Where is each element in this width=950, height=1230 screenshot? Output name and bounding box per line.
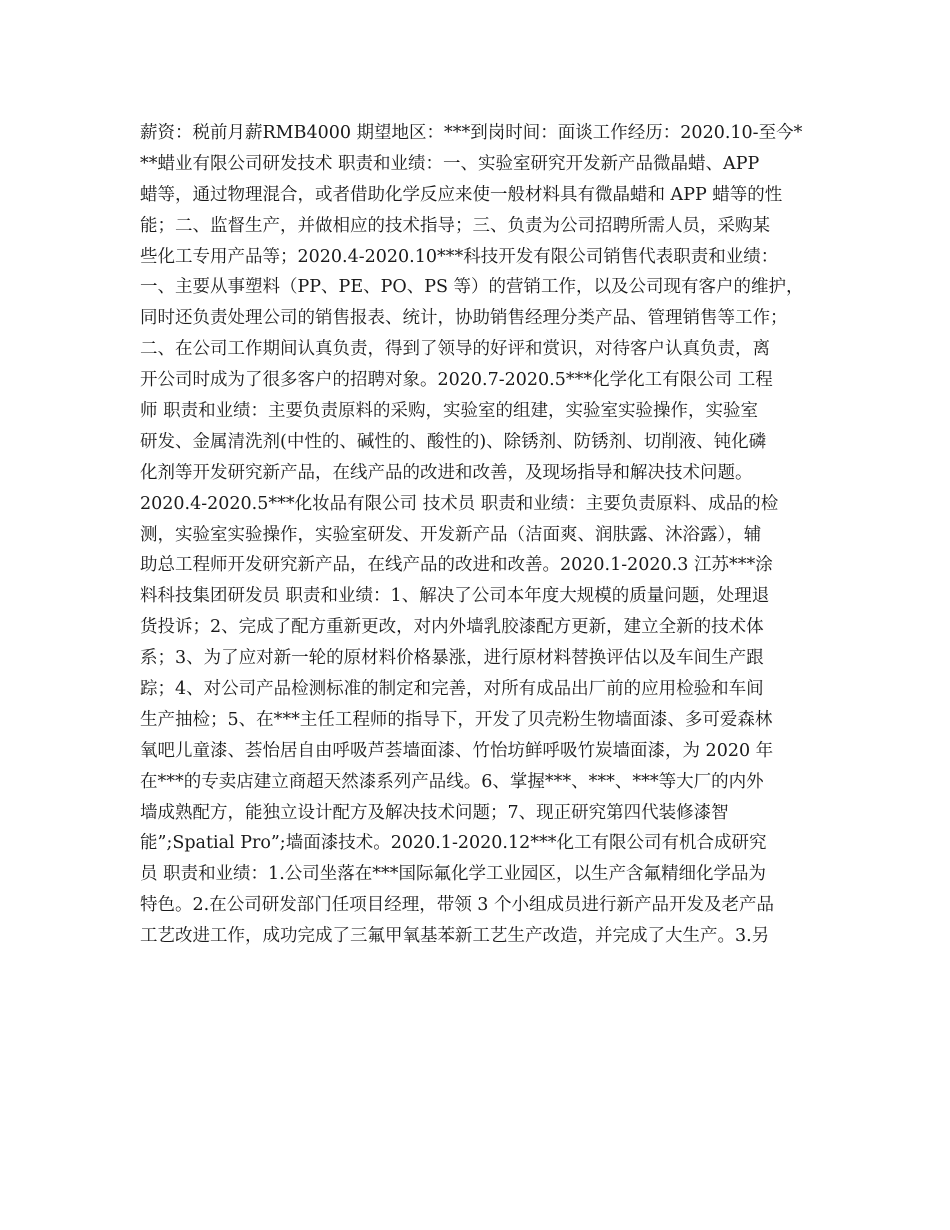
text-line: 能；二、监督生产，并做相应的技术指导；三、负责为公司招聘所需人员，采购某 [140, 215, 770, 236]
text-line: 研发、金属清洗剂(中性的、碱性的、酸性的)、除锈剂、防锈剂、切削液、钝化磷 [140, 431, 767, 452]
text-line: 同时还负责处理公司的销售报表、统计，协助销售经理分类产品、管理销售等工作； [140, 308, 788, 329]
text-line: 踪；4、对公司产品检测标准的制定和完善，对所有成品出厂前的应用检验和车间 [140, 679, 764, 700]
text-line: 墙成熟配方，能独立设计配方及解决技术问题；7、现正研究第四代装修漆智 [140, 802, 729, 823]
text-line: 一、主要从事塑料（PP、PE、PO、PS 等）的营销工作，以及公司现有客户的维护， [140, 277, 804, 298]
text-line: 员 职责和业绩：1.公司坐落在***国际氟化学工业园区，以生产含氟精细化学品为 [140, 864, 767, 885]
text-line: 蜡等，通过物理混合，或者借助化学反应来使一般材料具有微晶蜡和 APP 蜡等的性 [140, 184, 783, 205]
text-line: 能”;Spatial Pro”;墙面漆技术。2020.1-2020.12***化工有限公司有机合成研究 [140, 833, 767, 854]
text-line: 些化工专用产品等；2020.4-2020.10***科技开发有限公司销售代表职责和业绩： [140, 246, 779, 267]
text-line: 货投诉；2、完成了配方重新更改，对内外墙乳胶漆配方更新，建立全新的技术体 [140, 617, 764, 638]
text-line: 2020.4-2020.5***化妆品有限公司 技术员 职责和业绩：主要负责原料、成品的检 [140, 493, 779, 514]
text-line: 二、在公司工作期间认真负责，得到了领导的好评和赏识，对待客户认真负责，离 [140, 339, 770, 360]
text-line: 助总工程师开发研究新产品，在线产品的改进和改善。2020.1-2020.3 江苏***涂 [140, 555, 773, 576]
text-line: 料科技集团研发员 职责和业绩：1、解决了公司本年度大规模的质量问题，处理退 [140, 586, 770, 607]
text-line: 特色。2.在公司研发部门任项目经理，带领 3 个小组成员进行新产品开发及老产品 [140, 895, 774, 916]
text-line: **蜡业有限公司研发技术 职责和业绩：一、实验室研究开发新产品微晶蜡、APP [140, 153, 760, 174]
text-line: 生产抽检；5、在***主任工程师的指导下，开发了贝壳粉生物墙面漆、多可爱森林 [140, 709, 773, 730]
text-line: 化剂等开发研究新产品，在线产品的改进和改善，及现场指导和解决技术问题。 [140, 462, 753, 483]
text-line: 测，实验室实验操作，实验室研发、开发新产品（洁面爽、润肤露、沐浴露），辅 [140, 524, 762, 545]
text-line: 在***的专卖店建立商超天然漆系列产品线。6、掌握***、***、***等大厂的内外 [140, 771, 764, 792]
text-line: 师 职责和业绩：主要负责原料的采购，实验室的组建，实验室实验操作，实验室 [140, 401, 759, 422]
text-line: 氧吧儿童漆、荟怡居自由呼吸芦荟墙面漆、竹怡坊鲜呼吸竹炭墙面漆，为 2020 年 [140, 740, 774, 761]
resume-body-text [140, 118, 840, 952]
text-line: 系；3、为了应对新一轮的原材料价格暴涨，进行原材料替换评估以及车间生产跟 [140, 648, 764, 669]
text-line: 工艺改进工作，成功完成了三氟甲氧基苯新工艺生产改造，并完成了大生产。3.另 [140, 926, 770, 947]
text-line: 薪资：税前月薪RMB4000 期望地区：***到岗时间：面谈工作经历：2020.10-至今* [140, 123, 803, 143]
text-line: 开公司时成为了很多客户的招聘对象。2020.7-2020.5***化学化工有限公司 工程 [140, 370, 773, 391]
